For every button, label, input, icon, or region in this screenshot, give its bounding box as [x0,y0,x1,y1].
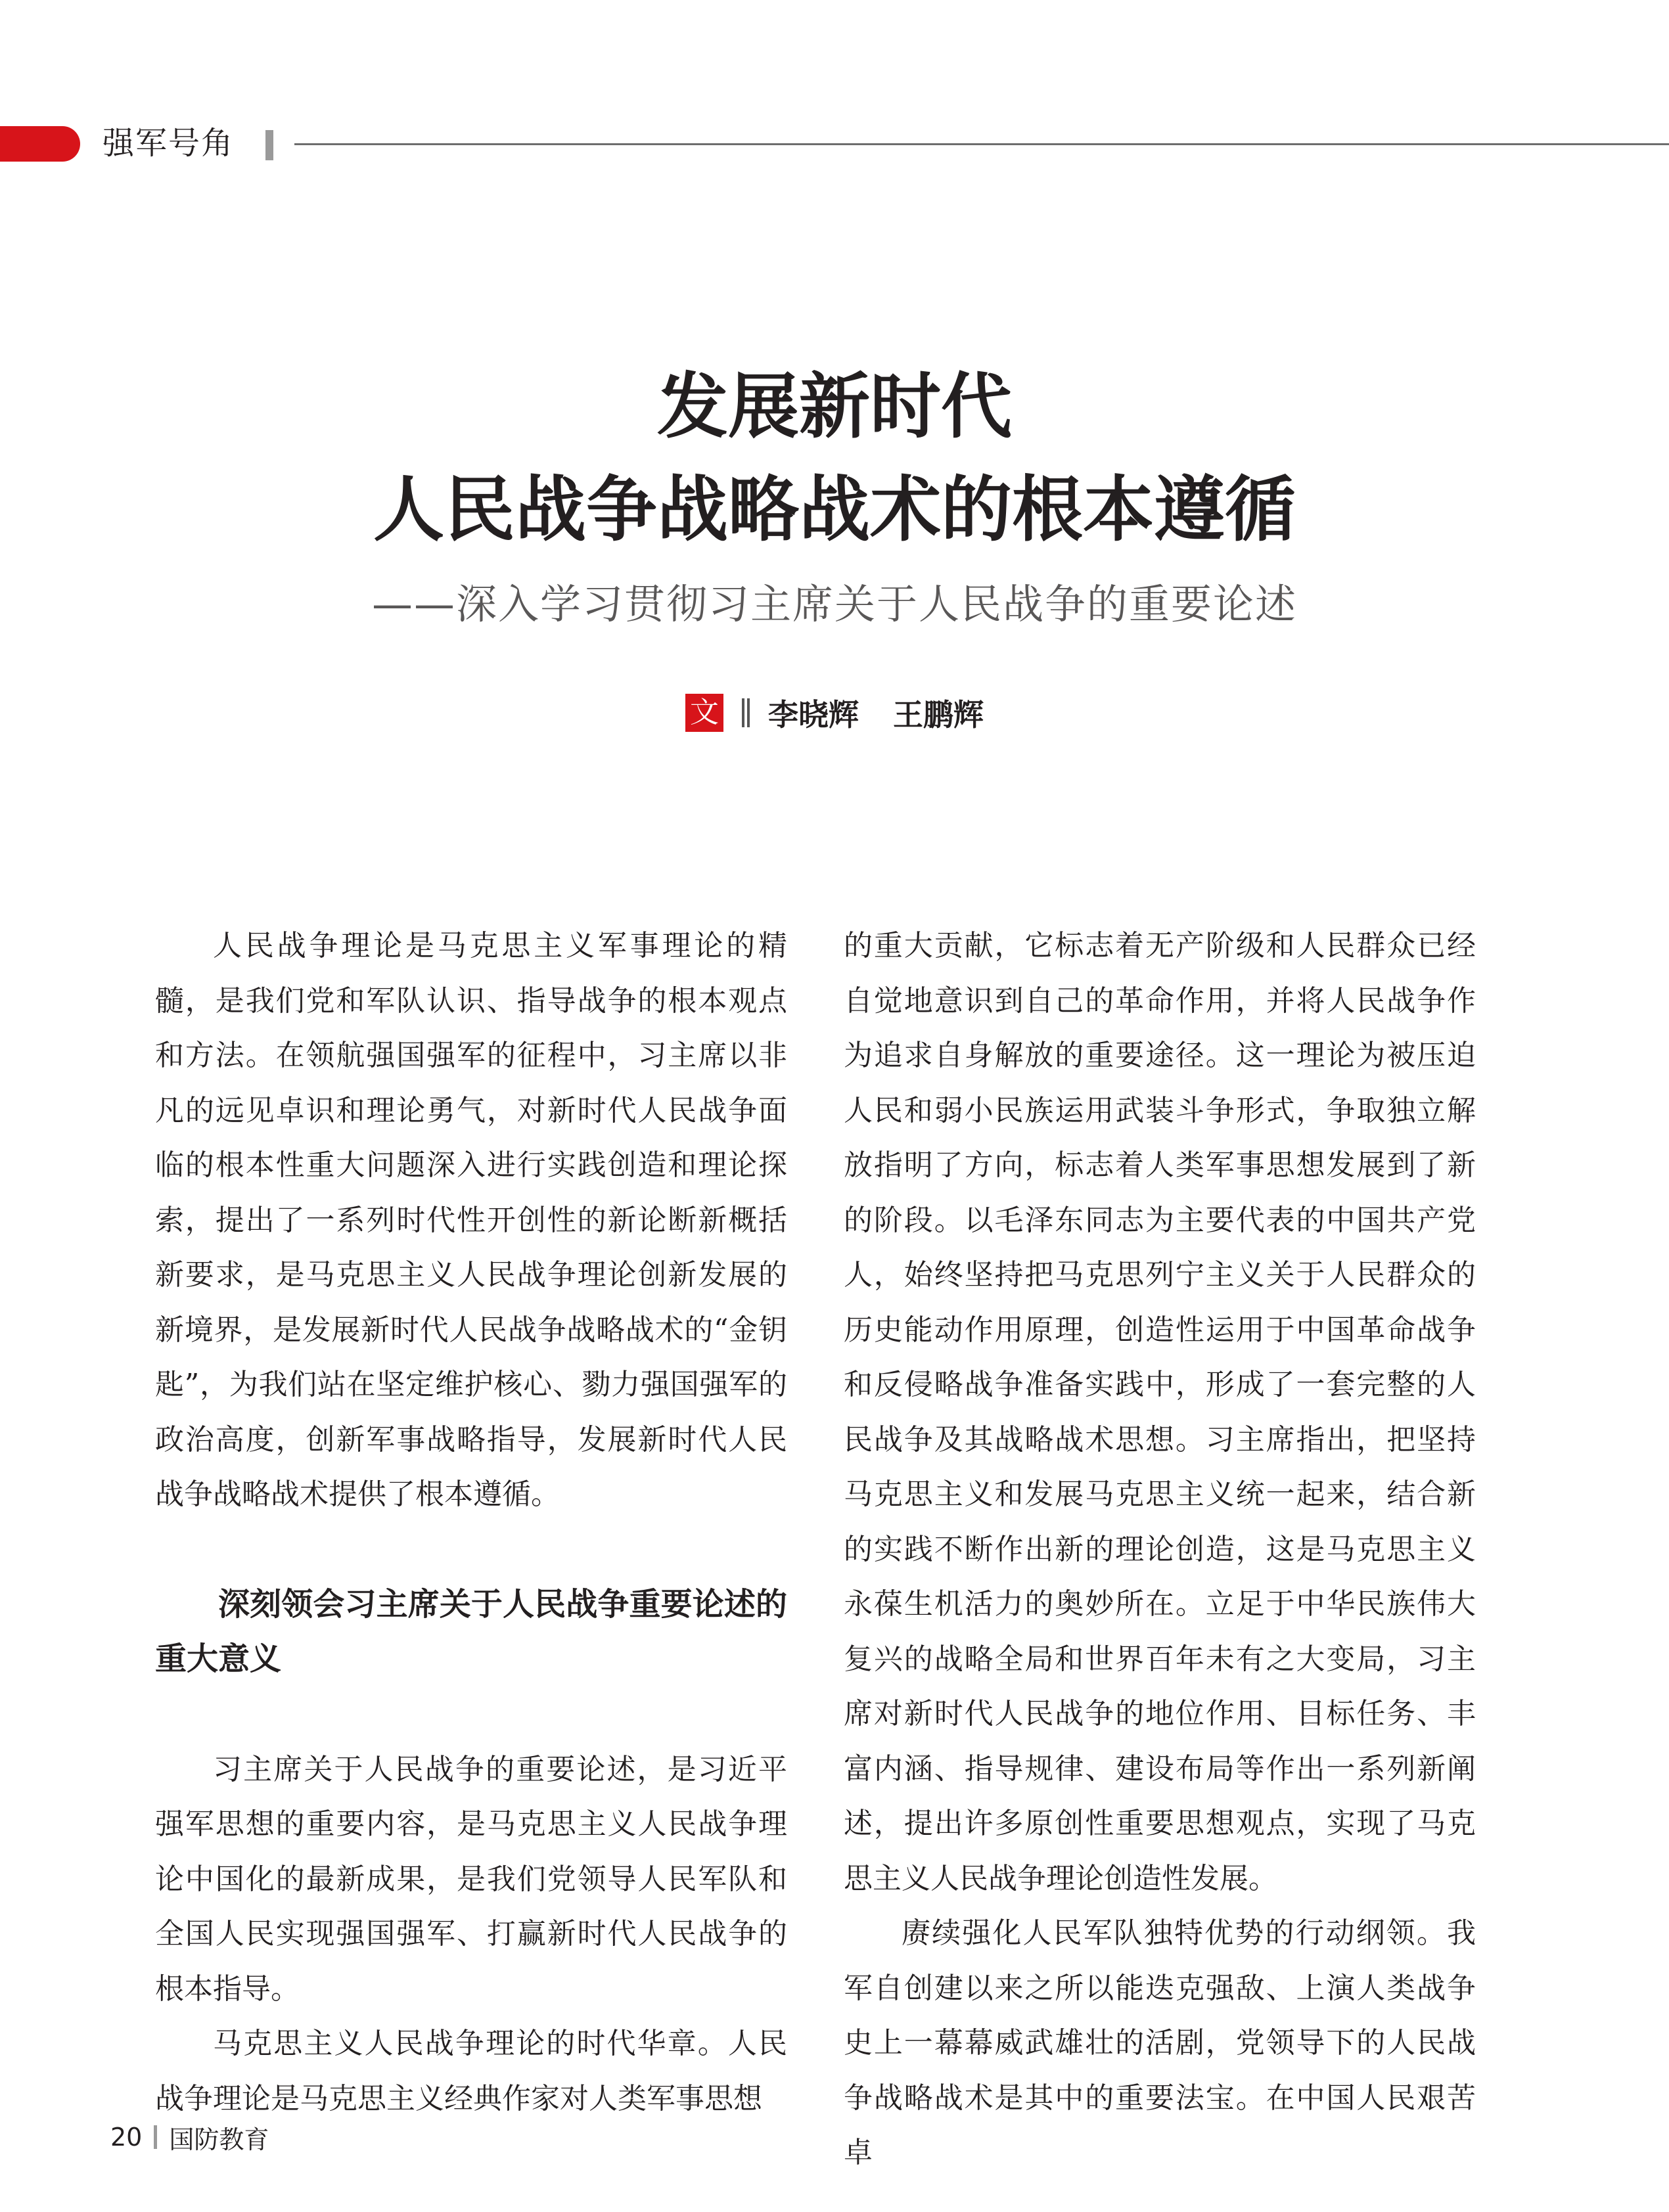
byline-separator [741,698,751,727]
section-name: 强军号角 [103,125,235,162]
intro-paragraph: 人民战争理论是马克思主义军事理论的精髓，是我们党和军队认识、指导战争的根本观点和方法。在领航强国强军的征程中，习主席以非凡的远见卓识和理论勇气，对新时代人民战争面临的根本性重大问题深入进行实践创造和理论探索，提出了一系列时代性开创性的新论断新概括新要求，是马克思主义人民战争理论创新发展的新境界，是发展新时代人民战争战略战术的“金钥匙”，为我们站在坚定维护核心、勠力强国强军的政治高度，创新军事战略指导，发展新时代人民战争战略战术提供了根本遵循。 [155,929,787,1511]
article-title-line1: 发展新时代 [656,366,1012,448]
footer-divider [154,2125,157,2149]
page-number: 20 [110,2123,143,2152]
header-rule [294,143,1669,145]
section-heading: 深刻领会习主席关于人民战争重要论述的重大意义 [155,1585,787,1677]
body-paragraph: 习主席关于人民战争的重要论述，是习近平强军思想的重要内容，是马克思主义人民战争理论中国化的最新成果，是我们党领导人民军队和全国人民实现强国强军、打赢新时代人民战争的根本指导。 [155,1752,787,2006]
body-paragraph: 赓续强化人民军队独特优势的行动纲领。我军自创建以来之所以能迭克强敌、上演人类战争史上一幕幕威武雄壮的活剧，党领导下的人民战争战略战术是其中的重要法宝。在中国人民艰苦卓 [844,1916,1476,2169]
author-name: 李晓辉 [768,697,859,733]
section-tab-marker [0,126,80,162]
section-divider [265,130,273,160]
author-name: 王鹏辉 [893,697,984,733]
right-column [844,918,1476,2180]
magazine-name: 国防教育 [169,2125,269,2154]
body-paragraph: 马克思主义人民战争理论的时代华章。人民战争理论是马克思主义经典作家对人类军事思想 [155,2027,787,2115]
left-column [155,918,787,2126]
article-title-line2: 人民战争战略战术的根本遵循 [373,469,1296,551]
article-subtitle: ——深入学习贯彻习主席关于人民战争的重要论述 [371,580,1297,628]
byline-label-badge: 文 [685,694,723,732]
body-paragraph: 的重大贡献，它标志着无产阶级和人民群众已经自觉地意识到自己的革命作用，并将人民战争作为追求自身解放的重要途径。这一理论为被压迫人民和弱小民族运用武装斗争形式，争取独立解放指明了方向，标志着人类军事思想发展到了新的阶段。以毛泽东同志为主要代表的中国共产党人，始终坚持把马克思列宁主义关于人民群众的历史能动作用原理，创造性运用于中国革命战争和反侵略战争准备实践中，形成了一套完整的人民战争及其战略战术思想。习主席指出，把坚持马克思主义和发展马克思主义统一起来，结合新的实践不断作出新的理论创造，这是马克思主义永葆生机活力的奥妙所在。立足于中华民族伟大复兴的战略全局和世界百年未有之大变局，习主席对新时代人民战争的地位作用、目标任务、丰富内涵、指导规律、建设布局等作出一系列新阐述，提出许多原创性重要思想观点，实现了马克思主义人民战争理论创造性发展。 [844,929,1476,1895]
page-footer [110,2119,269,2156]
byline [0,690,1669,736]
authors [768,691,984,734]
